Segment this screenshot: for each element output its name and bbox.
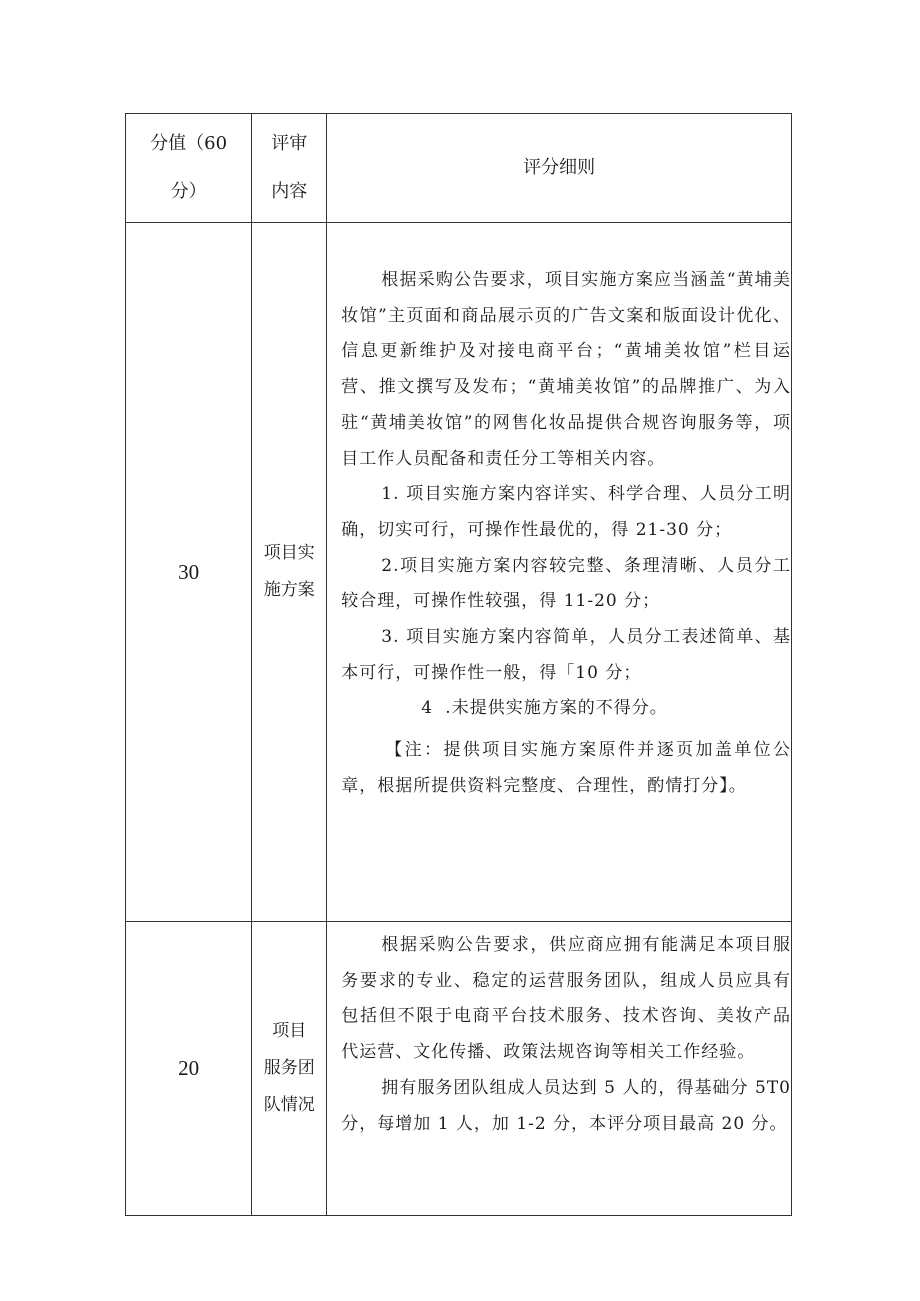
row-detail (327, 922, 792, 1216)
header-detail: 评分细则 (327, 114, 792, 223)
row-detail (327, 223, 792, 922)
row-item (252, 223, 327, 922)
criteria-4-number: 4 (421, 698, 434, 719)
detail-criteria-3: 3. 项目实施方案内容简单，人员分工表述简单、基本可行，可操作性一般，得「10 分； (341, 627, 791, 683)
detail-note: 【注：提供项目实施方案原件并逐页加盖单位公章，根据所提供资料完整度、合理性，酌情打分】。 (341, 740, 791, 796)
detail-criteria-4 (341, 691, 791, 727)
header-score-line2: 分） (170, 181, 207, 202)
header-score-line1: 分值（60 (150, 133, 228, 154)
detail-criteria-2: 2.项目实施方案内容较完整、条理清晰、人员分工较合理，可操作性较强，得 11-20 分； (341, 555, 791, 612)
detail-intro: 根据采购公告要求，项目实施方案应当涵盖“黄埔美妆馆”主页面和商品展示页的广告文案和版面设计优化、信息更新维护及对接电商平台；“黄埔美妆馆”栏目运营、推文撰写及发布；“黄埔美妆馆”的品牌推广、为入驻“黄埔美妆馆”的网售化妆品提供合规咨询服务等，项目工作人员配备和责任分工等相关内容。 (341, 270, 791, 469)
table-header-row (126, 114, 792, 223)
row-item-line3: 队情况 (263, 1095, 315, 1115)
detail-criteria-1: 1. 项目实施方案内容详实、科学合理、人员分工明确，切实可行，可操作性最优的，得 21-30 分； (341, 484, 791, 540)
criteria-4-text: .未提供实施方案的不得分。 (445, 698, 668, 719)
header-item-line1: 评审 (271, 133, 308, 154)
row-item-line1: 项目 (272, 1021, 307, 1041)
row-item-line2: 施方案 (263, 580, 315, 600)
header-item (252, 114, 327, 223)
header-score (126, 114, 252, 223)
row-item-line1: 项目实 (263, 543, 315, 563)
row-score: 30 (126, 223, 252, 922)
row-item-line2: 服务团 (263, 1058, 315, 1078)
table-row (126, 922, 792, 1216)
scoring-table (125, 113, 792, 1216)
row-score: 20 (126, 922, 252, 1216)
detail-criteria: 拥有服务团队组成人员达到 5 人的，得基础分 5T0 分，每增加 1 人，加 1-2 分，本评分项目最高 20 分。 (341, 1077, 791, 1134)
header-item-line2: 内容 (271, 181, 308, 202)
row-item (252, 922, 327, 1216)
detail-intro: 根据采购公告要求，供应商应拥有能满足本项目服务要求的专业、稳定的运营服务团队，组成人员应具有包括但不限于电商平台技术服务、技术咨询、美妆产品代运营、文化传播、政策法规咨询等相关工作经验。 (341, 935, 791, 1063)
table-row (126, 223, 792, 922)
